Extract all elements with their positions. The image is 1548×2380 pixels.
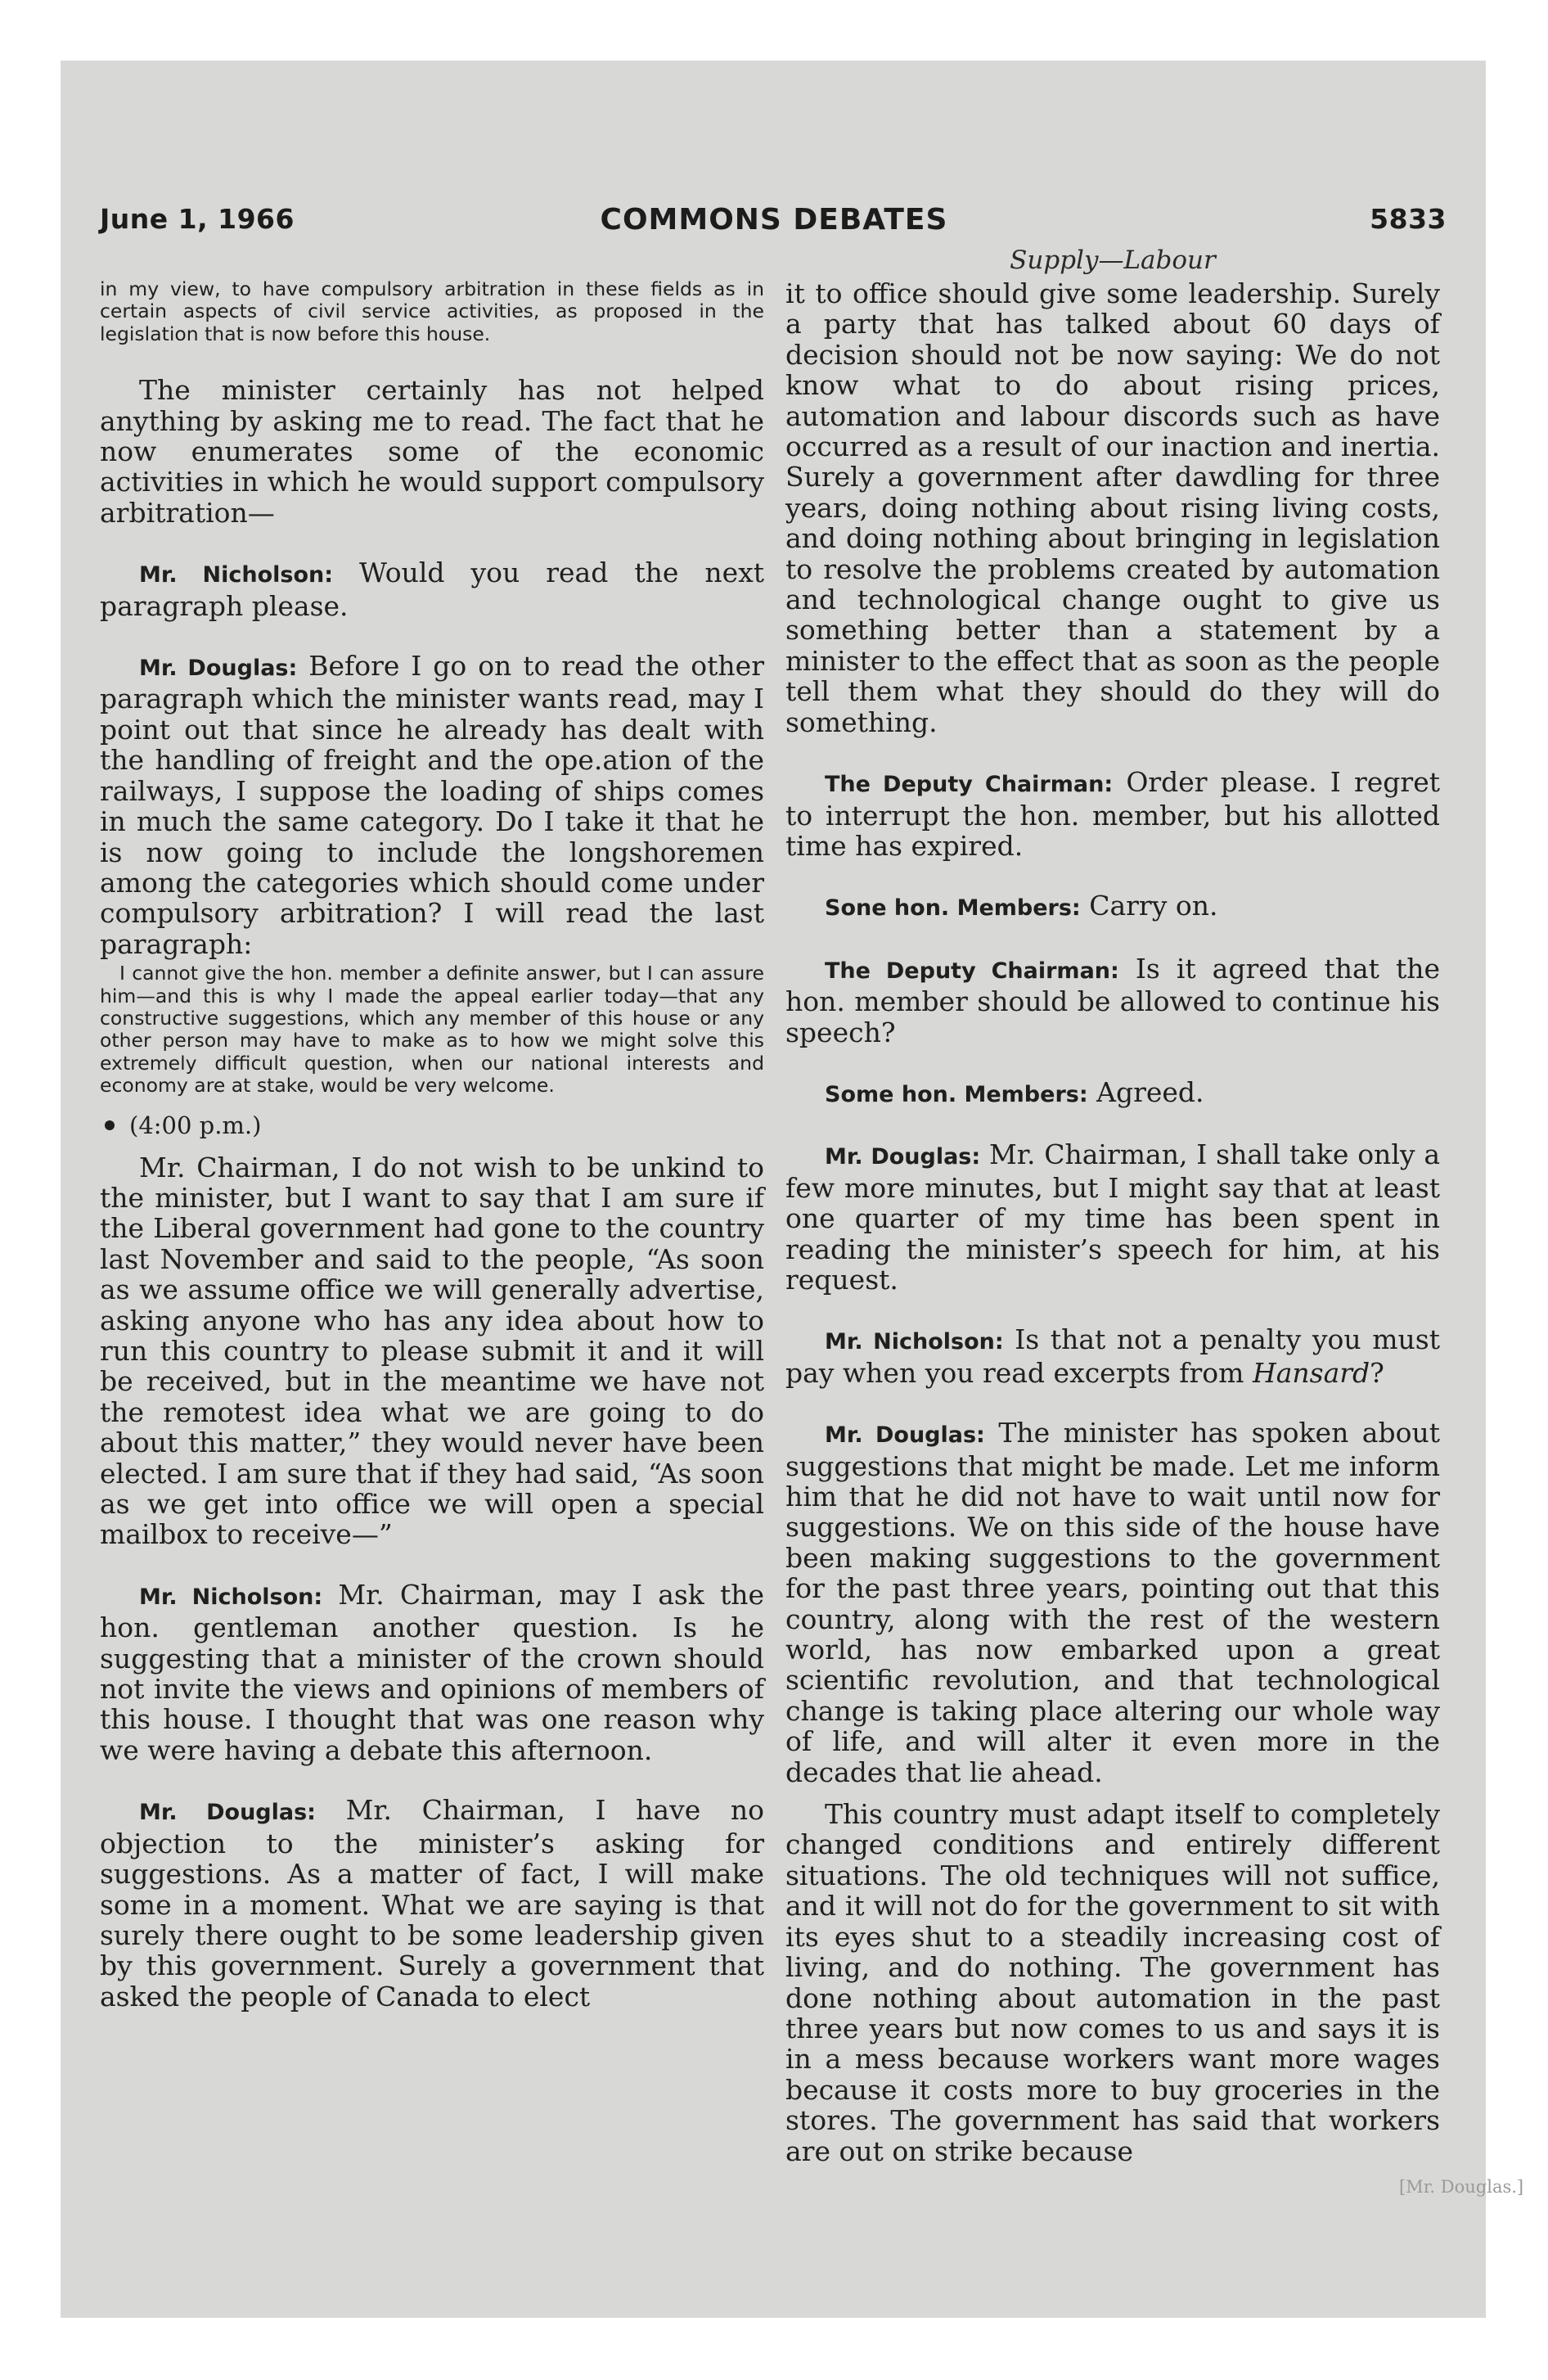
speaker-name: Mr. Douglas:	[825, 1144, 981, 1170]
speech-nicholson	[100, 557, 764, 621]
speech-nicholson	[100, 1580, 764, 1765]
speaker-name: The Deputy Chairman:	[825, 772, 1114, 798]
speech-text: Would you read the next paragraph please.	[100, 557, 764, 622]
header-date: June 1, 1966	[100, 203, 295, 235]
speech-douglas	[100, 651, 764, 959]
speech-nicholson	[785, 1324, 1440, 1388]
speaker-name: Mr. Douglas:	[139, 656, 298, 682]
speech-douglas	[100, 1795, 764, 2012]
speech-members	[785, 1077, 1440, 1110]
right-column	[785, 278, 1440, 2166]
speaker-name: Mr. Douglas:	[825, 1422, 985, 1449]
running-head: Supply—Labour	[1010, 246, 1216, 275]
quote-text: I cannot give the hon. member a definite answer, but I can assure him—and this is why I made the appeal earlier today—that any constructive suggestions, which any member of this house or any other person may have to make as to how we might solve this extremely difficult question, when our national interests and economy are at stake, would be very welcome.	[100, 962, 764, 1098]
speaker-name: Mr. Nicholson:	[139, 1584, 323, 1610]
time-text: (4:00 p.m.)	[129, 1111, 262, 1139]
speech-text: Mr. Chairman, I shall take only a few more minutes, but I might say that at least one quarter of my time has been spent in reading the minister’s speech for him, at his request.	[785, 1138, 1441, 1296]
speech-deputy-chairman	[785, 953, 1440, 1048]
speaker-name: Some hon. Members:	[825, 1081, 1088, 1107]
paragraph: it to office should give some leadership. Surely a party that has talked about 60 days of decision should not be now saying: We do not know what to do about rising prices, automation and labour discords such as have occurred as a result of our inaction and inertia. Surely a government after dawdling for three years, doing nothing about rising living costs, and doing nothing about bringing in legislation to resolve the problems created by automation and technological change ought to give us something better than a statement by a minister to the effect that as soon as the people tell them what they should do they will do something.	[785, 277, 1440, 738]
speaker-name: Mr. Nicholson:	[825, 1329, 1004, 1355]
paragraph: The minister certainly has not helped anything by asking me to read. The fact that he now enumerates some of the economic activities in which he would support compulsory arbitration—	[100, 374, 764, 529]
quoted-excerpt	[100, 962, 764, 1097]
bullet-icon	[105, 1120, 115, 1130]
speech-text-end: ?	[1370, 1356, 1384, 1389]
left-column	[100, 278, 764, 2012]
margin-stamp: [Mr. Douglas.]	[1399, 2177, 1524, 2197]
speech-douglas	[785, 1418, 1440, 1787]
header-page-number: 5833	[1370, 203, 1447, 235]
speech-text: Carry on.	[1089, 890, 1218, 922]
intro-quote: in my view, to have compulsory arbitration in these fields as in certain aspects of civil service activities, as proposed in the legislation that is now before this house.	[100, 277, 764, 345]
speech-text: Is that not a penalty you must pay when you read excerpts from	[785, 1323, 1440, 1389]
speech-text: Mr. Chairman, may I ask the hon. gentleman another question. Is he suggesting that a minister of the crown should not invite the views and opinions of members of this house. I thought that was one reason why we were having a debate this afternoon.	[100, 1578, 764, 1766]
speech-text: The minister has spoken about suggestions that might be made. Let me inform him that he did not have to wait until now for suggestions. We on this side of the house have been making suggestions to the government for the past three years, pointing out that this country, along with the rest of the western world, has now embarked upon a great scientific revolution, and that technological change is taking place altering our whole way of life, and will alter it even more in the decades that lie ahead.	[785, 1417, 1440, 1788]
time-marker	[100, 1111, 764, 1141]
paragraph: This country must adapt itself to completely changed conditions and entirely different situations. The old techniques will not suffice, and it will not do for the government to sit with its eyes shut to a steadily increasing cost of living, and do nothing. The government has done nothing about automation in the past three years but now comes to us and says it is in a mess because workers want more wages because it costs more to buy groceries in the stores. The government has said that workers are out on strike because	[785, 1798, 1440, 2167]
speaker-name: Mr. Nicholson:	[139, 562, 334, 588]
paragraph: Mr. Chairman, I do not wish to be unkind to the minister, but I want to say that I am sure if the Liberal government had gone to the country last November and said to the people, “As soon as we assume office we will generally advertise, asking anyone who has any idea about how to run this country to please submit it and it will be received, but in the meantime we have not the remotest idea what we are going to do about this matter,” they would never have been elected. I am sure that if they had said, “As soon as we get into office we will open a special mailbox to receive—”	[100, 1151, 764, 1551]
speech-text: Before I go on to read the other paragraph which the minister wants read, may I point out that since he already has dealt with the handling of freight and the ope.ation of the railways, I suppose the loading of ships comes in much the same category. Do I take it that he is now going to include the longshoremen among the categories which should come under compulsory arbitration? I will read the last paragraph:	[100, 650, 764, 960]
speech-text: Is it agreed that the hon. member should be allowed to continue his speech?	[785, 952, 1440, 1048]
speech-douglas	[785, 1139, 1440, 1295]
speech-text: Mr. Chairman, I have no objection to the minister’s asking for suggestions. As a matter of fact, I will make some in a moment. What we are saying is that surely there ought to be some leadership given by this government. Surely a government that asked the people of Canada to elect	[100, 1794, 764, 2013]
speech-members	[785, 890, 1440, 923]
speaker-name: The Deputy Chairman:	[825, 958, 1119, 984]
header-title: COMMONS DEBATES	[600, 203, 948, 237]
hansard-title: Hansard	[1252, 1356, 1370, 1389]
speaker-name: Sone hon. Members:	[825, 895, 1081, 922]
speech-text: Order please. I regret to interrupt the hon. member, but his allotted time has expired.	[785, 766, 1440, 862]
speaker-name: Mr. Douglas:	[139, 1800, 316, 1826]
speech-deputy-chairman	[785, 767, 1440, 861]
speech-text: Agreed.	[1096, 1075, 1204, 1108]
